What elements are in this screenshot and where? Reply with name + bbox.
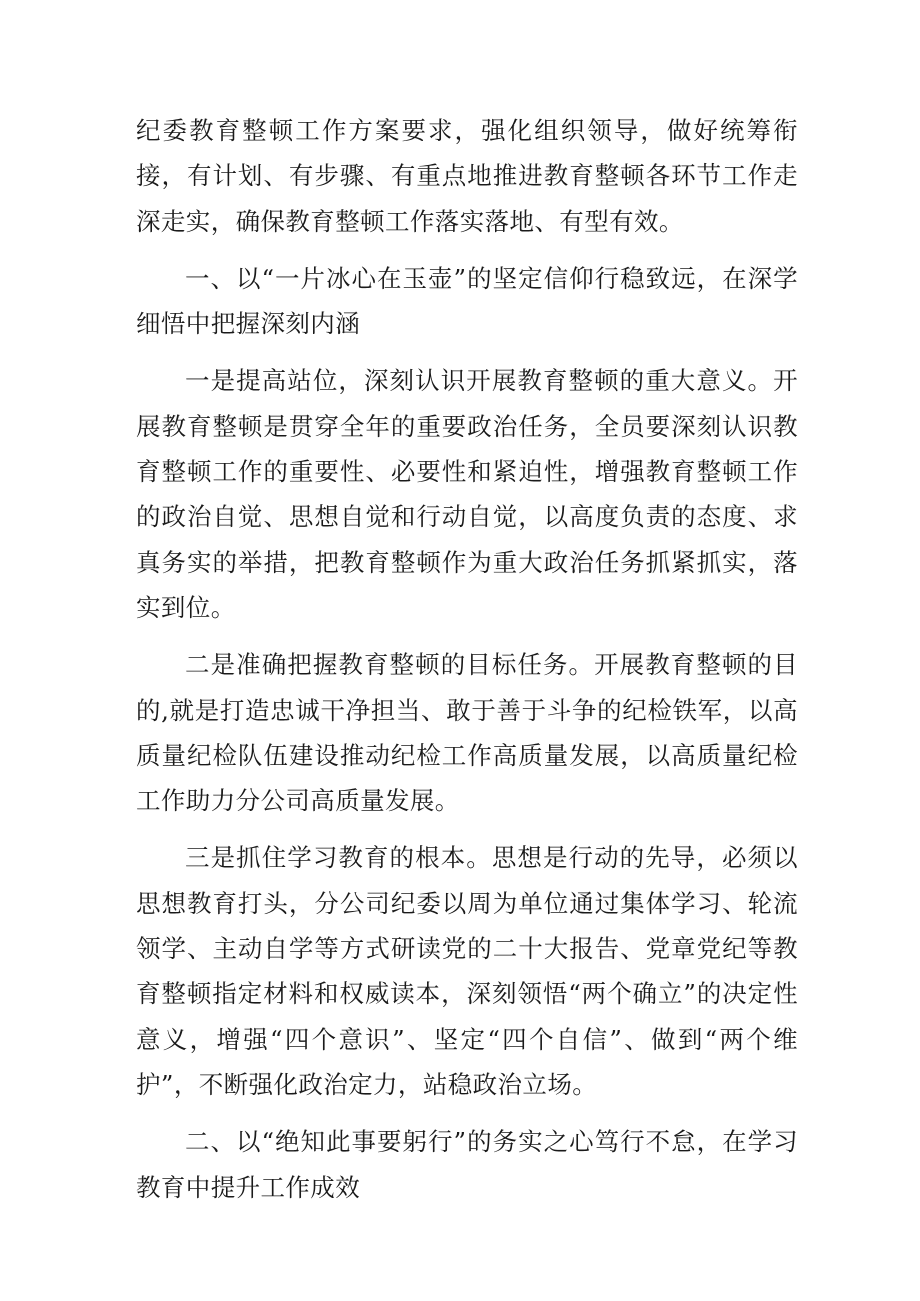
- document-body: [136, 108, 798, 1210]
- paragraph-goals-tasks: 二是准确把握教育整顿的目标任务。开展教育整顿的目的,就是打造忠诚干净担当、敢于善于斗争的纪检铁军，以高质量纪检队伍建设推动纪检工作高质量发展，以高质量纪检工作助力分公司高质量发展。: [136, 650, 798, 816]
- section-heading-1: 一、以“一片冰心在玉壶”的坚定信仰行稳致远，在深学细悟中把握深刻内涵: [136, 263, 798, 339]
- section-heading-2: 二、以“绝知此事要躬行”的务实之心笃行不怠，在学习教育中提升工作成效: [136, 1127, 798, 1202]
- paragraph-raise-standing: 一是提高站位，深刻认识开展教育整顿的重大意义。开展教育整顿是贯穿全年的重要政治任务，全员要深刻认识教育整顿工作的重要性、必要性和紧迫性，增强教育整顿工作的政治自觉、思想自觉和行动自觉，以高度负责的态度、求真务实的举措，把教育整顿作为重大政治任务抓紧抓实，落实到位。: [136, 366, 798, 622]
- paragraph-continuation: 纪委教育整顿工作方案要求，强化组织领导，做好统筹衔接，有计划、有步骤、有重点地推进教育整顿各环节工作走深走实，确保教育整顿工作落实落地、有型有效。: [136, 116, 798, 236]
- paragraph-study-education: 三是抓住学习教育的根本。思想是行动的先导，必须以思想教育打头，分公司纪委以周为单位通过集体学习、轮流领学、主动自学等方式研读党的二十大报告、党章党纪等教育整顿指定材料和权威读本，深刻领悟“两个确立”的决定性意义，增强“四个意识”、坚定“四个自信”、做到“两个维护”，不断强化政治定力，站稳政治立场。: [136, 843, 798, 1099]
